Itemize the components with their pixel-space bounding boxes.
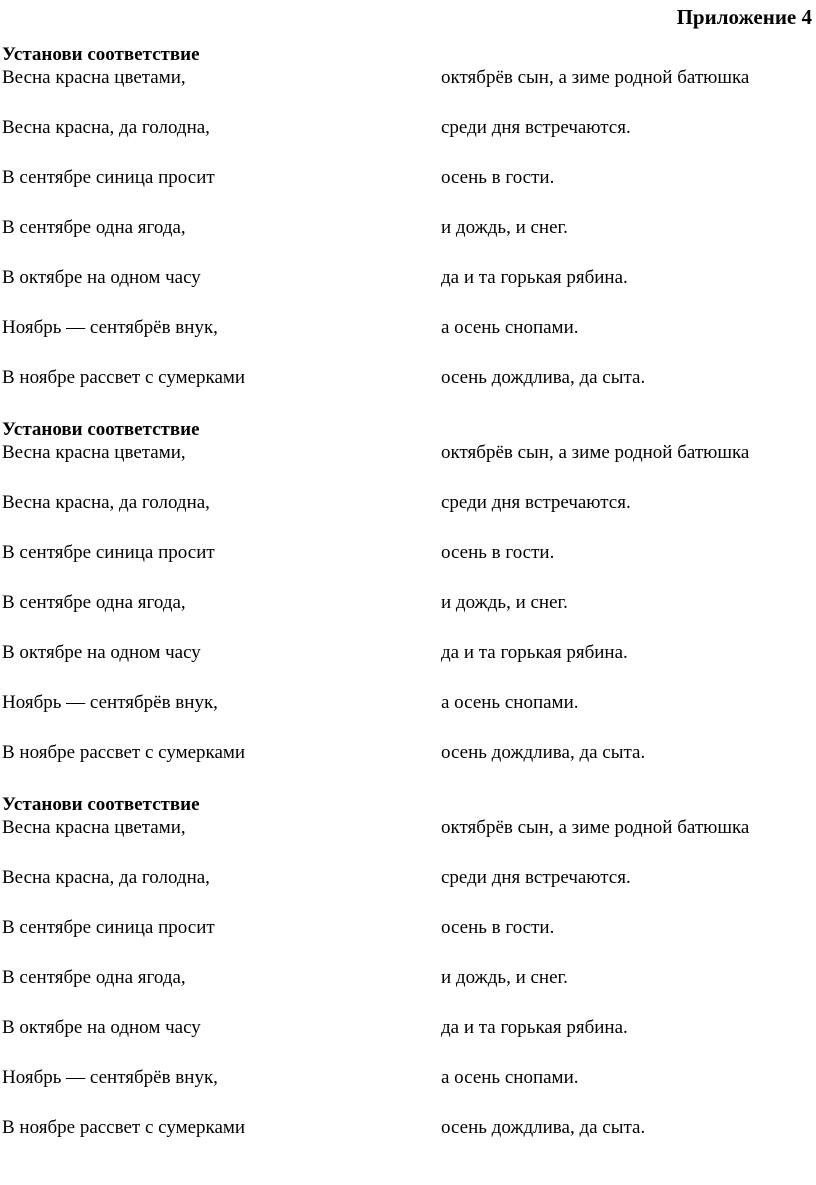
proverb-pair — [0, 491, 816, 541]
proverb-pair — [0, 1066, 816, 1116]
proverb-ending: среди дня встречаются. — [441, 117, 631, 138]
proverb-ending: и дождь, и снег. — [441, 967, 568, 988]
proverb-ending: а осень снопами. — [441, 1067, 579, 1088]
proverb-pair — [0, 116, 816, 166]
proverb-pair — [0, 741, 816, 791]
proverb-ending: октябрёв сын, а зиме родной батюшка — [441, 817, 750, 838]
proverb-beginning: Весна красна, да голодна, — [2, 867, 210, 888]
matching-exercise-1 — [0, 44, 816, 416]
proverb-pair — [0, 66, 816, 116]
proverb-pairs-list — [0, 66, 816, 416]
proverb-beginning: Весна красна, да голодна, — [2, 117, 210, 138]
proverb-beginning: Ноябрь — сентябрёв внук, — [2, 1067, 218, 1088]
proverb-beginning: Весна красна цветами, — [2, 442, 186, 463]
proverb-beginning: Весна красна цветами, — [2, 67, 186, 88]
proverb-beginning: В сентябре одна ягода, — [2, 592, 186, 613]
proverb-pair — [0, 816, 816, 866]
matching-exercise-3 — [0, 794, 816, 1166]
proverb-pair — [0, 441, 816, 491]
exercise-heading: Установи соответствие — [2, 794, 200, 815]
proverb-ending: осень в гости. — [441, 542, 555, 563]
proverb-ending: осень дождлива, да сыта. — [441, 367, 646, 388]
proverb-pair — [0, 366, 816, 416]
proverb-beginning: Ноябрь — сентябрёв внук, — [2, 692, 218, 713]
proverb-beginning: В октябре на одном часу — [2, 267, 201, 288]
proverb-beginning: Весна красна цветами, — [2, 817, 186, 838]
proverb-ending: да и та горькая рябина. — [441, 267, 628, 288]
proverb-beginning: В ноябре рассвет с сумерками — [2, 367, 246, 388]
proverb-pair — [0, 966, 816, 1016]
proverb-pairs-list — [0, 441, 816, 791]
proverb-ending: октябрёв сын, а зиме родной батюшка — [441, 67, 750, 88]
proverb-pair — [0, 541, 816, 591]
proverb-ending: да и та горькая рябина. — [441, 1017, 628, 1038]
proverb-pair — [0, 916, 816, 966]
proverb-pair — [0, 1016, 816, 1066]
proverb-beginning: В сентябре одна ягода, — [2, 217, 186, 238]
proverb-pair — [0, 266, 816, 316]
proverb-pair — [0, 591, 816, 641]
appendix-title: Приложение 4 — [676, 5, 812, 29]
proverb-ending: среди дня встречаются. — [441, 867, 631, 888]
proverb-beginning: В сентябре синица просит — [2, 542, 215, 563]
matching-exercise-2 — [0, 419, 816, 791]
proverb-beginning: В ноябре рассвет с сумерками — [2, 1117, 246, 1138]
proverb-beginning: В сентябре синица просит — [2, 917, 215, 938]
proverb-pair — [0, 316, 816, 366]
proverb-ending: осень дождлива, да сыта. — [441, 1117, 646, 1138]
proverb-ending: и дождь, и снег. — [441, 217, 568, 238]
proverb-pair — [0, 641, 816, 691]
proverb-beginning: В сентябре одна ягода, — [2, 967, 186, 988]
exercise-heading: Установи соответствие — [2, 44, 200, 65]
proverb-ending: осень дождлива, да сыта. — [441, 742, 646, 763]
proverb-beginning: В октябре на одном часу — [2, 642, 201, 663]
proverb-beginning: В октябре на одном часу — [2, 1017, 201, 1038]
proverb-ending: а осень снопами. — [441, 317, 579, 338]
proverb-pair — [0, 1116, 816, 1166]
proverb-ending: октябрёв сын, а зиме родной батюшка — [441, 442, 750, 463]
proverb-ending: и дождь, и снег. — [441, 592, 568, 613]
proverb-ending: да и та горькая рябина. — [441, 642, 628, 663]
proverb-ending: осень в гости. — [441, 917, 555, 938]
proverb-ending: а осень снопами. — [441, 692, 579, 713]
proverb-pair — [0, 691, 816, 741]
proverb-pair — [0, 166, 816, 216]
exercise-heading: Установи соответствие — [2, 419, 200, 440]
proverb-pairs-list — [0, 816, 816, 1166]
proverb-beginning: Весна красна, да голодна, — [2, 492, 210, 513]
proverb-pair — [0, 866, 816, 916]
proverb-beginning: В сентябре синица просит — [2, 167, 215, 188]
proverb-ending: среди дня встречаются. — [441, 492, 631, 513]
proverb-ending: осень в гости. — [441, 167, 555, 188]
proverb-beginning: Ноябрь — сентябрёв внук, — [2, 317, 218, 338]
proverb-beginning: В ноябре рассвет с сумерками — [2, 742, 246, 763]
proverb-pair — [0, 216, 816, 266]
